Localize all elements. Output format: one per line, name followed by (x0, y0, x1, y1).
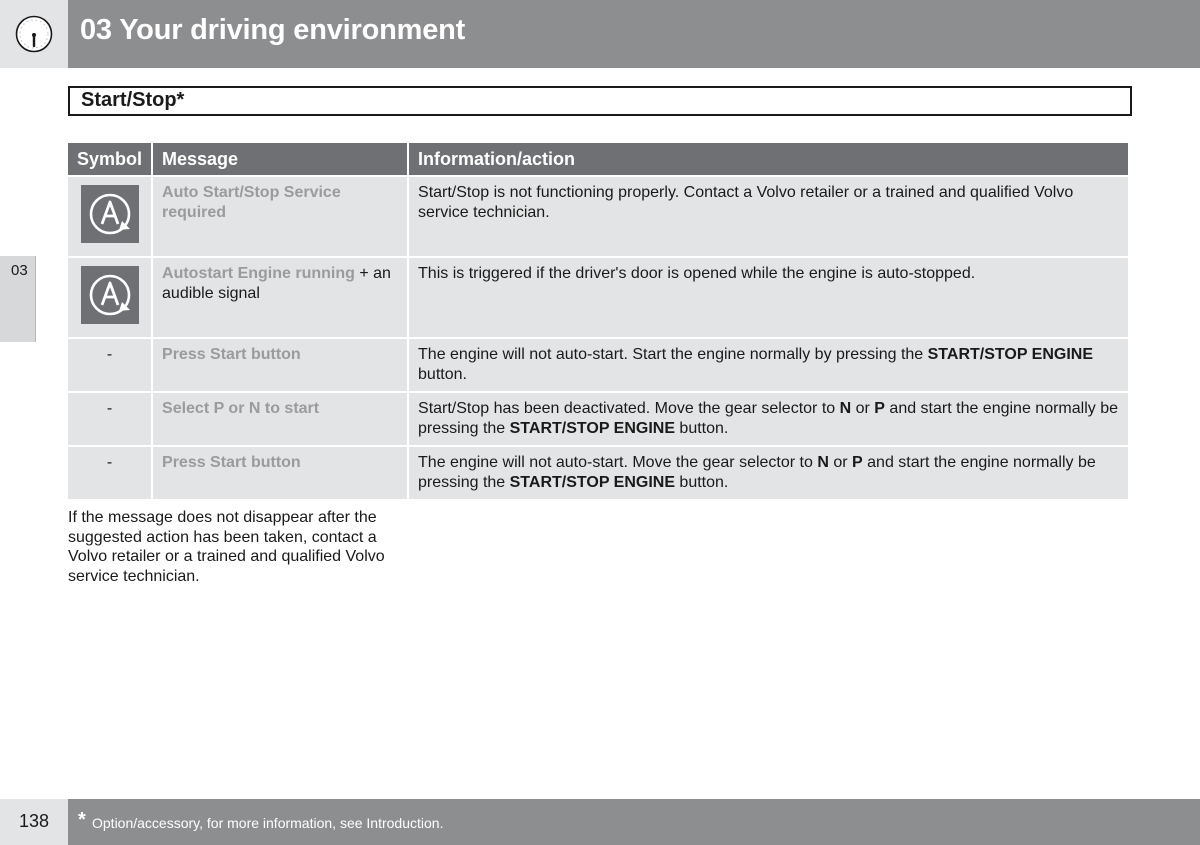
information-cell (409, 339, 1128, 391)
symbol-dash: - (106, 400, 113, 417)
page-number-box (0, 799, 68, 845)
chapter-icon-box (0, 0, 68, 68)
symbol-cell (68, 447, 151, 499)
message-text: Press Start button (162, 346, 301, 363)
information-text: The engine will not auto-start. Move the gear selector to (418, 454, 818, 471)
speedometer-icon (15, 15, 53, 53)
footnote-star: * (78, 809, 86, 831)
column-header-information: Information/action (409, 143, 1128, 175)
table-row (68, 339, 1128, 391)
auto-start-stop-icon (81, 185, 139, 243)
header-bar (68, 0, 1200, 68)
information-text: button. (674, 474, 729, 491)
information-text: or (851, 400, 875, 417)
message-cell (153, 177, 407, 256)
message-suffix: + an audible signal (162, 265, 396, 302)
information-text: This is triggered if the driver's door is opened while the engine is auto-stopped. (418, 265, 976, 282)
table-row (68, 258, 1128, 337)
column-header-symbol: Symbol (68, 143, 151, 175)
symbol-dash: - (106, 454, 113, 471)
section-title: Start/Stop* (81, 89, 185, 111)
information-emphasis: START/STOP ENGINE (509, 420, 675, 437)
information-cell (409, 177, 1128, 256)
message-text: Press Start button (162, 454, 301, 471)
table-header-row (68, 143, 1128, 175)
information-emphasis: N (839, 400, 852, 417)
page-title: 03 Your driving environment (80, 14, 466, 46)
information-text: and start the engine normally be pressing the (418, 400, 1123, 437)
information-cell (409, 447, 1128, 499)
body-paragraph: If the message does not disappear after the suggested action has been taken, contact a Volvo retailer or a trained and qualified Volvo service technician. (68, 509, 385, 585)
chapter-side-tab-label: 03 (11, 262, 28, 279)
message-cell (153, 447, 407, 499)
column-header-message: Message (153, 143, 407, 175)
information-emphasis: N (817, 454, 829, 471)
information-text: and start the engine normally be pressing the (418, 454, 1101, 491)
message-text: Autostart Engine running (162, 265, 355, 282)
information-text: button. (418, 346, 1098, 383)
symbol-cell (68, 393, 151, 445)
message-table (66, 141, 1130, 501)
information-cell (409, 393, 1128, 445)
information-emphasis: START/STOP ENGINE (509, 474, 675, 491)
information-text: Start/Stop has been deactivated. Move the gear selector to (418, 400, 840, 417)
information-emphasis: START/STOP ENGINE (927, 346, 1093, 363)
chapter-side-tab (0, 256, 36, 342)
information-emphasis: P (852, 454, 863, 471)
table-row (68, 393, 1128, 445)
page-number: 138 (19, 811, 50, 831)
information-emphasis: P (874, 400, 885, 417)
information-cell (409, 258, 1128, 337)
information-text: button. (674, 420, 729, 437)
table-row (68, 177, 1128, 256)
symbol-dash: - (106, 346, 113, 363)
information-text: or (828, 454, 853, 471)
message-cell (153, 258, 407, 337)
message-cell (153, 393, 407, 445)
auto-start-stop-icon (81, 266, 139, 324)
information-text: The engine will not auto-start. Start the engine normally by pressing the (418, 346, 928, 363)
symbol-cell (68, 177, 151, 256)
message-cell (153, 339, 407, 391)
information-text: Start/Stop is not functioning properly. Contact a Volvo retailer or a trained and qualified Volvo service technician. (418, 184, 1078, 221)
symbol-cell (68, 339, 151, 391)
footer-bar (68, 799, 1200, 845)
footer-note: Option/accessory, for more information, see Introduction. (92, 815, 444, 831)
message-text: Auto Start/Stop Service required (162, 184, 341, 221)
message-text: Select P or N to start (162, 400, 320, 417)
table-row (68, 447, 1128, 499)
symbol-cell (68, 258, 151, 337)
section-title-box (68, 86, 1132, 116)
